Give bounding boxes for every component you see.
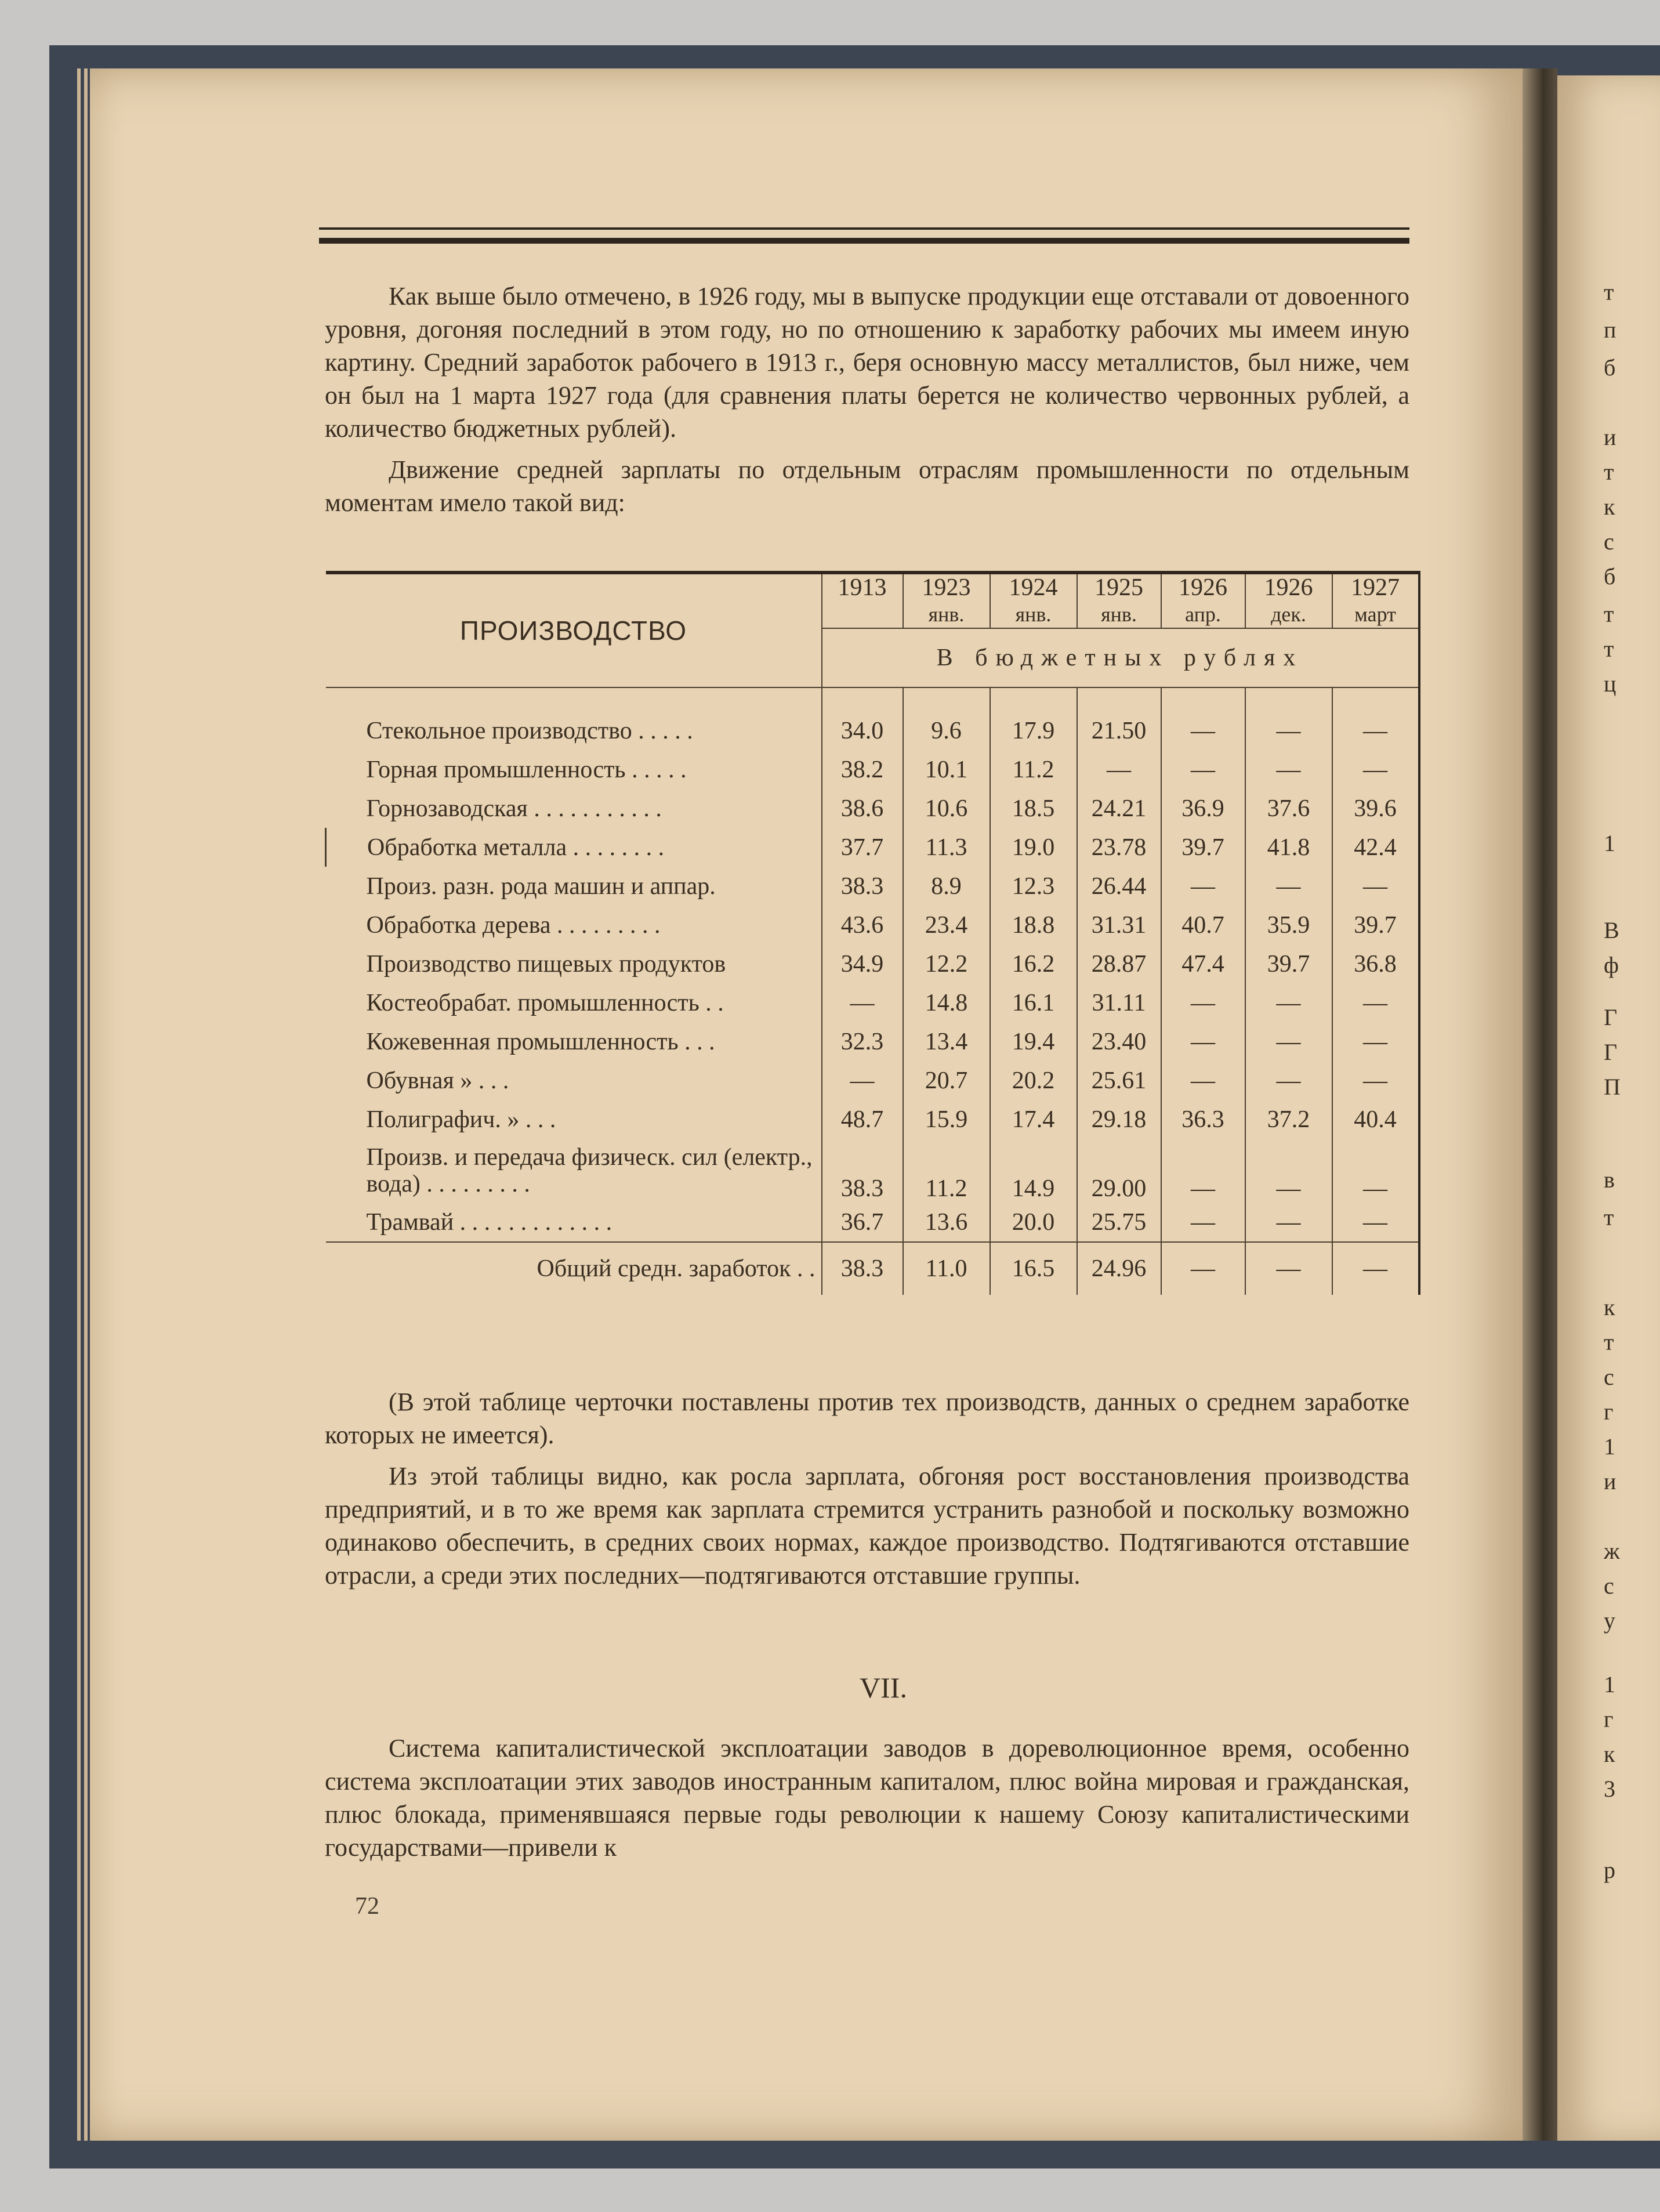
table-cell: —: [1332, 750, 1419, 789]
table-cell: 28.87: [1077, 944, 1161, 983]
right-page-fragment: к: [1604, 1294, 1615, 1320]
table-row: [326, 711, 1419, 750]
right-page-fragment: 1: [1604, 830, 1615, 856]
table-cell: —: [1245, 1022, 1332, 1061]
table-cell: 31.31: [1077, 906, 1161, 944]
table-row: [326, 1061, 1419, 1100]
table-cell: 42.4: [1332, 828, 1419, 867]
table-cell: —: [1245, 983, 1332, 1022]
table-cell: 38.6: [822, 789, 903, 828]
row-label: Обувная » . . .: [366, 1067, 509, 1094]
row-label: Костеобрабат. промышленность . .: [366, 989, 724, 1016]
right-page-fragment: т: [1604, 1204, 1614, 1230]
table-cell: 20.7: [903, 1061, 990, 1100]
table-cell: 39.6: [1332, 789, 1419, 828]
right-page-fragment: Г: [1604, 1004, 1618, 1030]
table-cell: —: [1245, 867, 1332, 906]
table-cell: 17.9: [990, 711, 1077, 750]
table-cell: 37.6: [1245, 789, 1332, 828]
table-cell: —: [1332, 1061, 1419, 1100]
body-text-bottom: [325, 1732, 1409, 1864]
body-text-top: [325, 280, 1409, 519]
table-cell: 38.3: [822, 867, 903, 906]
page-number: 72: [355, 1893, 379, 1920]
table-row: [326, 789, 1419, 828]
table-cell: —: [1332, 867, 1419, 906]
right-page-fragment: т: [1604, 279, 1614, 305]
table-total-row: [326, 1242, 1419, 1295]
table-cell: —: [1161, 1022, 1245, 1061]
row-label: Произ. разн. рода машин и аппар.: [366, 873, 716, 900]
table-row: [326, 1100, 1419, 1139]
table-cell: 23.78: [1077, 828, 1161, 867]
table-cell: —: [1332, 983, 1419, 1022]
table-cell: 23.4: [903, 906, 990, 944]
table-cell: 16.5: [990, 1242, 1077, 1295]
table-cell: 36.9: [1161, 789, 1245, 828]
table-cell: 16.1: [990, 983, 1077, 1022]
column-header-year: 1926 апр.: [1161, 573, 1245, 628]
table-row: [326, 906, 1419, 944]
header-rule: [319, 238, 1409, 244]
right-page-fragment: г: [1604, 1706, 1614, 1732]
table-cell: —: [1245, 1061, 1332, 1100]
wage-table: [325, 571, 1420, 1295]
column-header-year: 1913: [822, 573, 903, 628]
table-cell: 48.7: [822, 1100, 903, 1139]
total-label: Общий средн. заработок . .: [326, 1242, 822, 1295]
table-row: [326, 1139, 1419, 1203]
table-cell: 37.2: [1245, 1100, 1332, 1139]
header-rule: [319, 227, 1409, 230]
table-row: [326, 944, 1419, 983]
table-cell: 15.9: [903, 1100, 990, 1139]
right-page-fragment: к: [1604, 494, 1615, 520]
table-cell: 36.7: [822, 1203, 903, 1242]
table-cell: 19.0: [990, 828, 1077, 867]
table-cell: 18.8: [990, 906, 1077, 944]
table-cell: —: [1332, 1242, 1419, 1295]
table-cell: 38.3: [822, 1139, 903, 1203]
table-cell: 14.8: [903, 983, 990, 1022]
table-row: [326, 1022, 1419, 1061]
row-label: Трамвай . . . . . . . . . . . . .: [366, 1208, 612, 1236]
table-cell: —: [1245, 1242, 1332, 1295]
table-cell: —: [1077, 750, 1161, 789]
right-page-fragment: т: [1604, 636, 1614, 662]
table-cell: 35.9: [1245, 906, 1332, 944]
table-cell: —: [1161, 1061, 1245, 1100]
row-label: Полиграфич. » . . .: [366, 1106, 556, 1133]
column-header-year: 1924 янв.: [990, 573, 1077, 628]
right-page-fragment: Г: [1604, 1039, 1618, 1065]
table-row: [326, 828, 1419, 867]
table-row: [326, 867, 1419, 906]
units-label: В бюджетных рублях: [822, 628, 1419, 687]
table-cell: 19.4: [990, 1022, 1077, 1061]
table-cell: 43.6: [822, 906, 903, 944]
right-page-fragment: 1: [1604, 1433, 1615, 1460]
table-cell: 24.21: [1077, 789, 1161, 828]
table-cell: 12.3: [990, 867, 1077, 906]
right-page-fragment: и: [1604, 1468, 1616, 1494]
right-page-fragment: р: [1604, 1857, 1615, 1883]
table-cell: 11.2: [990, 750, 1077, 789]
table-cell: 13.4: [903, 1022, 990, 1061]
page-edge: [84, 68, 88, 2141]
table-cell: —: [1245, 1203, 1332, 1242]
row-label: Обработка металла . . . . . . . .: [326, 828, 822, 867]
column-header-production: ПРОИЗВОДСТВО: [326, 573, 822, 687]
table-cell: —: [1332, 711, 1419, 750]
table-cell: 37.7: [822, 828, 903, 867]
table-cell: —: [1161, 750, 1245, 789]
table-cell: 13.6: [903, 1203, 990, 1242]
row-label: Произв. и передача физическ. сил (електр., вода) . . . . . . . . .: [366, 1144, 813, 1197]
right-page: [1557, 75, 1660, 2141]
table-cell: 29.00: [1077, 1139, 1161, 1203]
table-cell: 23.40: [1077, 1022, 1161, 1061]
table-cell: 16.2: [990, 944, 1077, 983]
table-cell: —: [1332, 1203, 1419, 1242]
table-row: [326, 1203, 1419, 1242]
table-row: [326, 983, 1419, 1022]
table-cell: 9.6: [903, 711, 990, 750]
right-page-fragment: с: [1604, 1573, 1614, 1599]
column-header-year: 1927 март: [1332, 573, 1419, 628]
table-cell: 25.61: [1077, 1061, 1161, 1100]
table-cell: —: [1245, 750, 1332, 789]
paragraph: Как выше было отмечено, в 1926 году, мы в выпуске продукции еще отставали от довоенного уровня, догоняя последний в этом году, но по отношению к заработку рабочих мы имеем иную картину. Средний заработок рабочего в 1913 г., беря основную массу металлистов, был ниже, чем он был на 1 марта 1927 года (для сравнения платы берется не количество червонных рублей, а количество бюджетных рублей).: [325, 282, 1409, 443]
right-page-fragment: п: [1604, 317, 1616, 343]
table-cell: —: [1161, 983, 1245, 1022]
right-page-fragment: т: [1604, 459, 1614, 485]
paragraph: Движение средней зарплаты по отдельным отраслям промышленности по отдельным моментам имело такой вид:: [325, 455, 1409, 517]
table-cell: —: [1245, 711, 1332, 750]
row-label: Стекольное производство . . . . .: [366, 717, 693, 744]
table-cell: 40.4: [1332, 1100, 1419, 1139]
column-header-year: 1926 дек.: [1245, 573, 1332, 628]
table-cell: —: [1161, 867, 1245, 906]
right-page-fragment: б: [1604, 354, 1616, 381]
table-cell: 34.9: [822, 944, 903, 983]
table-cell: —: [1245, 1139, 1332, 1203]
table-cell: 12.2: [903, 944, 990, 983]
right-page-fragment: г: [1604, 1399, 1614, 1425]
table-cell: 38.2: [822, 750, 903, 789]
row-label: Горнозаводская . . . . . . . . . . .: [366, 795, 662, 822]
table-cell: —: [822, 983, 903, 1022]
table-cell: 36.3: [1161, 1100, 1245, 1139]
table-cell: 21.50: [1077, 711, 1161, 750]
right-page-fragment: с: [1604, 1364, 1614, 1390]
table-cell: 10.1: [903, 750, 990, 789]
table-cell: —: [1161, 1203, 1245, 1242]
right-page-fragment: ц: [1604, 671, 1616, 697]
right-page-fragment: т: [1604, 1329, 1614, 1355]
section-heading: VII.: [860, 1671, 907, 1704]
table-cell: —: [1161, 1139, 1245, 1203]
table-cell: 20.0: [990, 1203, 1077, 1242]
right-page-fragment: ф: [1604, 952, 1619, 978]
right-page-fragment: 3: [1604, 1776, 1615, 1802]
table-cell: 11.3: [903, 828, 990, 867]
table-row: [326, 750, 1419, 789]
table-cell: 18.5: [990, 789, 1077, 828]
table-cell: 10.6: [903, 789, 990, 828]
right-page-fragment: б: [1604, 563, 1616, 589]
table-cell: 38.3: [822, 1242, 903, 1295]
row-label: Горная промышленность . . . . .: [366, 756, 687, 783]
paragraph: (В этой таблице черточки поставлены против тех производств, данных о среднем заработке которых не имеется).: [325, 1388, 1409, 1449]
paragraph: Система капиталистической эксплоатации заводов в дореволюционное время, особенно система эксплоатации этих заводов иностранным капиталом, плюс война мировая и гражданская, плюс блокада, применявшаяся первые годы революции к нашему Союзу капиталистическими государствами—привели к: [325, 1734, 1409, 1862]
table-cell: 41.8: [1245, 828, 1332, 867]
table-cell: 26.44: [1077, 867, 1161, 906]
table-cell: —: [822, 1061, 903, 1100]
row-label: Производство пищевых продуктов: [366, 950, 726, 978]
table-cell: 25.75: [1077, 1203, 1161, 1242]
right-page-fragment: с: [1604, 528, 1614, 555]
paragraph: Из этой таблицы видно, как росла зарплата, обгоняя рост восстановления производства предприятий, и в то же время как зарплата стремится устранить разнобой и поскольку возможно одинаково обеспечить, в средних своих нормах, каждое производство. Подтягиваются отставшие отрасли, а среди этих последних—подтягиваются отставшие группы.: [325, 1462, 1409, 1590]
table-cell: —: [1161, 1242, 1245, 1295]
column-header-year: 1923 янв.: [903, 573, 990, 628]
row-label: Обработка дерева . . . . . . . . .: [366, 911, 661, 939]
right-page-fragment: у: [1604, 1608, 1615, 1634]
right-page-fragment: к: [1604, 1741, 1615, 1767]
page-edge: [77, 68, 81, 2141]
table-cell: 11.0: [903, 1242, 990, 1295]
table-cell: 17.4: [990, 1100, 1077, 1139]
table-cell: 34.0: [822, 711, 903, 750]
table-cell: 32.3: [822, 1022, 903, 1061]
table-cell: 36.8: [1332, 944, 1419, 983]
right-page-fragment: 1: [1604, 1671, 1615, 1697]
right-page-fragment: В: [1604, 917, 1619, 943]
right-page-fragment: П: [1604, 1074, 1621, 1100]
table-cell: —: [1161, 711, 1245, 750]
right-page-fragment: ж: [1604, 1538, 1620, 1564]
table-cell: 29.18: [1077, 1100, 1161, 1139]
table-cell: 39.7: [1161, 828, 1245, 867]
table-cell: —: [1332, 1139, 1419, 1203]
table-cell: —: [1332, 1022, 1419, 1061]
table-cell: 24.96: [1077, 1242, 1161, 1295]
table-cell: 40.7: [1161, 906, 1245, 944]
right-page-fragment: в: [1604, 1167, 1615, 1193]
book-gutter: [1523, 68, 1557, 2141]
right-page-fragment: т: [1604, 601, 1614, 627]
table-cell: 8.9: [903, 867, 990, 906]
body-text-middle: [325, 1385, 1409, 1592]
table-cell: 39.7: [1245, 944, 1332, 983]
column-header-year: 1925 янв.: [1077, 573, 1161, 628]
table-cell: 14.9: [990, 1139, 1077, 1203]
table-cell: 47.4: [1161, 944, 1245, 983]
table-cell: 39.7: [1332, 906, 1419, 944]
table-cell: 20.2: [990, 1061, 1077, 1100]
right-page-fragment: и: [1604, 424, 1616, 450]
table-cell: 31.11: [1077, 983, 1161, 1022]
table-cell: 11.2: [903, 1139, 990, 1203]
row-label: Кожевенная промышленность . . .: [366, 1028, 715, 1055]
